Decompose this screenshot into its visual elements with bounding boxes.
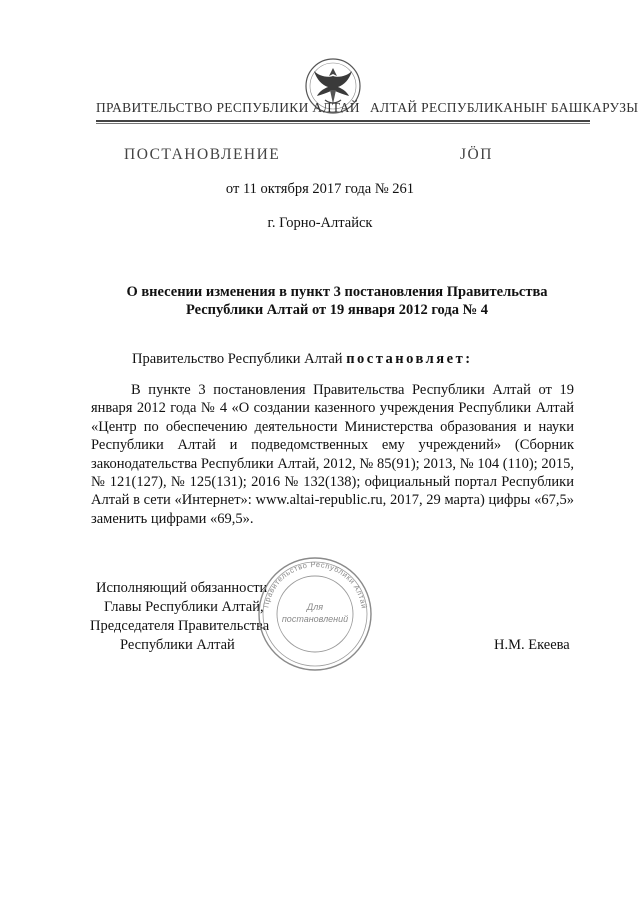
doc-city: г. Горно-Алтайск <box>267 215 373 231</box>
stamp-outer-text: Правительство Республики Алтай <box>261 559 369 610</box>
official-stamp-icon <box>256 555 374 673</box>
signatory-name: Н.М. Екеева <box>494 637 570 653</box>
signatory-position-line-4: Республики Алтай <box>120 637 235 653</box>
preamble-verb: постановляет: <box>346 351 473 367</box>
signatory-position-line-1: Исполняющий обязанности <box>96 580 268 596</box>
preamble-text: Правительство Республики Алтай <box>132 351 347 367</box>
signatory-position-line-2: Главы Республики Алтай, <box>104 599 264 615</box>
stamp-inner-text-1: Для <box>306 602 324 612</box>
header-org-altai: АЛТАЙ РЕСПУБЛИКАНЫҤ БАШКАРУЗЫ <box>370 100 639 115</box>
doc-date-number: от 11 октября 2017 года № 261 <box>225 181 415 197</box>
doc-title: О внесении изменения в пункт 3 постановления Правительства Республики Алтай от 19 января 2012 года № 4 <box>126 284 548 318</box>
doc-type-russian: ПОСТАНОВЛЕНИЕ <box>124 146 281 163</box>
stamp-inner-text-2: постановлений <box>281 614 349 624</box>
header-org-russian: ПРАВИТЕЛЬСТВО РЕСПУБЛИКИ АЛТАЙ <box>96 100 360 115</box>
preamble <box>132 351 473 368</box>
header-divider-thin <box>96 123 590 124</box>
doc-type-altai: ЈӦП <box>460 146 493 163</box>
signatory-position-line-3: Председателя Правительства <box>90 618 270 634</box>
header-divider <box>96 120 590 122</box>
doc-body-paragraph: В пункте 3 постановления Правительства Республики Алтай от 19 января 2012 года № 4 «О создании казенного учреждения Республики Алтай «Центр по обеспечению деятельности Министерства образования и науки Республики Алтай и подведомственных ему учреждений» (Сборник законодательства Республики Алтай, 2012, № 85(91); 2013, № 104 (110); 2015, № 121(127), № 125(131); 2016 № 132(138); официальный портал Республики Алтай в сети «Интернет»: www.altai-republic.ru, 2017, 29 марта) цифры «67,5» заменить цифрами «69,5». <box>91 382 574 527</box>
